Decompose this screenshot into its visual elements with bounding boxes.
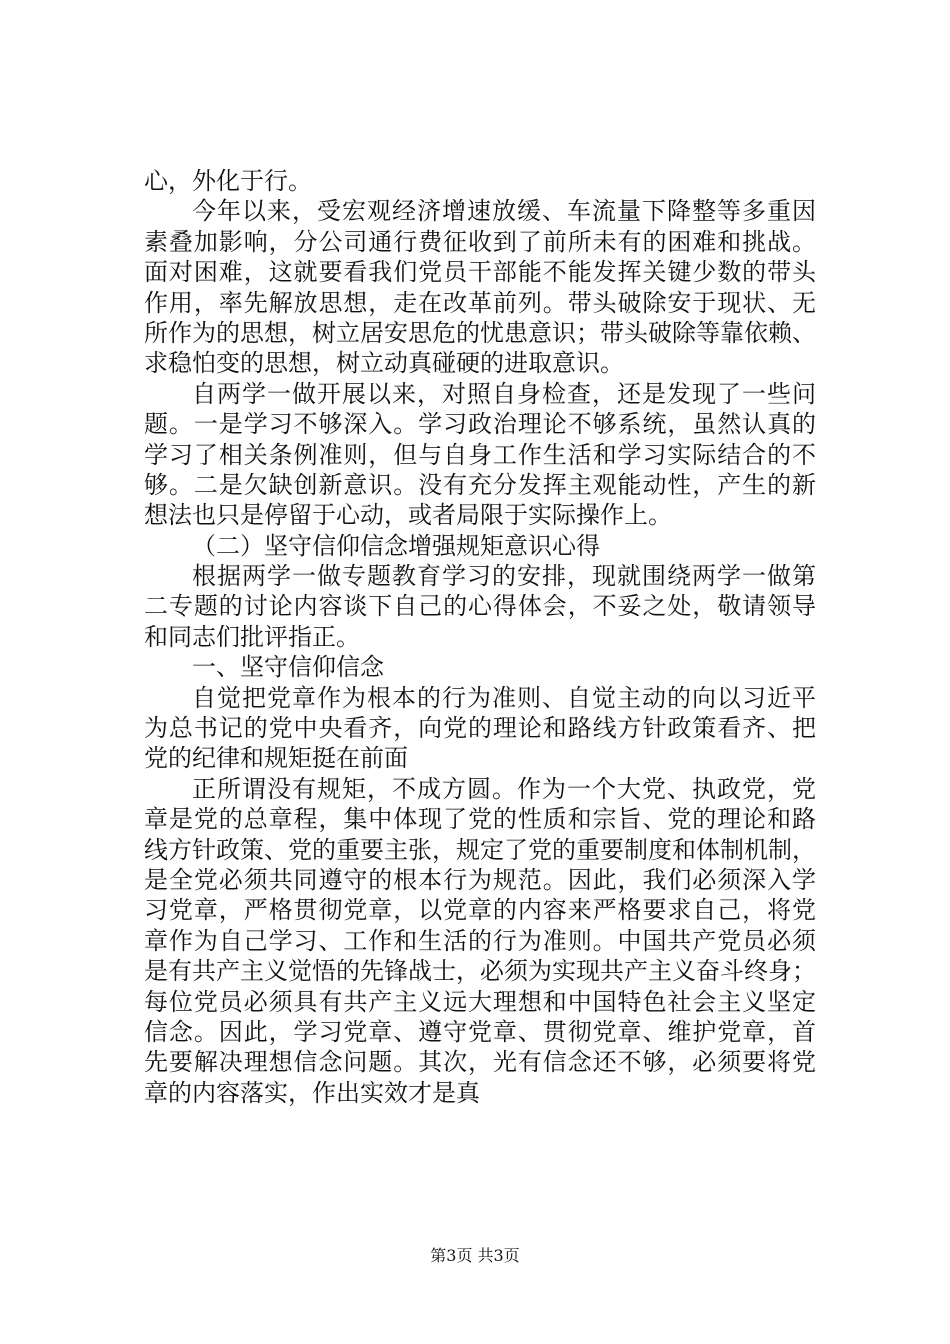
- text-line: （二）坚守信仰信念增强规矩意识心得: [192, 531, 600, 560]
- text-line: 想法也只是停留于心动，或者局限于实际操作上。: [144, 501, 672, 530]
- text-line: 一、坚守信仰信念: [192, 653, 384, 682]
- document-body: [144, 166, 816, 1108]
- text-line: 根据两学一做专题教育学习的安排，现就围绕两学一做第: [192, 562, 816, 591]
- text-line: 习党章，严格贯彻党章，以党章的内容来严格要求自己，将党: [144, 896, 816, 925]
- text-line: 二专题的讨论内容谈下自己的心得体会，不妥之处，敬请领导: [144, 592, 816, 621]
- text-line: 党的纪律和规矩挺在前面: [144, 744, 408, 773]
- text-line: 心，外化于行。: [144, 167, 312, 195]
- text-line: 素叠加影响，分公司通行费征收到了前所未有的困难和挑战。: [144, 227, 816, 256]
- text-line: 线方针政策、党的重要主张，规定了党的重要制度和体制机制，: [144, 835, 816, 864]
- text-line: 是有共产主义觉悟的先锋战士，必须为实现共产主义奋斗终身；: [144, 957, 816, 986]
- text-line: 自两学一做开展以来，对照自身检查，还是发现了一些问: [192, 379, 816, 408]
- text-line: 学习了相关条例准则，但与自身工作生活和学习实际结合的不: [144, 440, 816, 469]
- text-line: 和同志们批评指正。: [144, 622, 360, 651]
- text-line: 正所谓没有规矩，不成方圆。作为一个大党、执政党，党: [192, 774, 816, 803]
- text-line: 先要解决理想信念问题。其次，光有信念还不够，必须要将党: [144, 1048, 816, 1077]
- text-line: 章的内容落实，作出实效才是真: [144, 1078, 480, 1107]
- text-line: 每位党员必须具有共产主义远大理想和中国特色社会主义坚定: [144, 987, 816, 1016]
- page-footer: 第3页 共3页: [430, 1246, 520, 1265]
- text-line: 今年以来，受宏观经济增速放缓、车流量下降整等多重因: [192, 197, 816, 226]
- text-line: 章作为自己学习、工作和生活的行为准则。中国共产党员必须: [144, 926, 816, 955]
- text-line: 作用，率先解放思想，走在改革前列。带头破除安于现状、无: [144, 288, 816, 317]
- text-line: 所作为的思想，树立居安思危的忧患意识；带头破除等靠依赖、: [144, 318, 816, 347]
- text-line: 信念。因此，学习党章、遵守党章、贯彻党章、维护党章，首: [144, 1017, 816, 1046]
- text-line: 题。一是学习不够深入。学习政治理论不够系统，虽然认真的: [144, 410, 816, 439]
- text-line: 自觉把党章作为根本的行为准则、自觉主动的向以习近平: [192, 683, 816, 712]
- text-line: 章是党的总章程，集中体现了党的性质和宗旨、党的理论和路: [144, 805, 816, 834]
- text-line: 为总书记的党中央看齐，向党的理论和路线方针政策看齐、把: [144, 714, 816, 743]
- text-line: 是全党必须共同遵守的根本行为规范。因此，我们必须深入学: [144, 865, 816, 894]
- text-line: 够。二是欠缺创新意识。没有充分发挥主观能动性，产生的新: [144, 470, 816, 499]
- text-line: 求稳怕变的思想，树立动真碰硬的进取意识。: [144, 349, 624, 378]
- text-line: 面对困难，这就要看我们党员干部能不能发挥关键少数的带头: [144, 258, 816, 287]
